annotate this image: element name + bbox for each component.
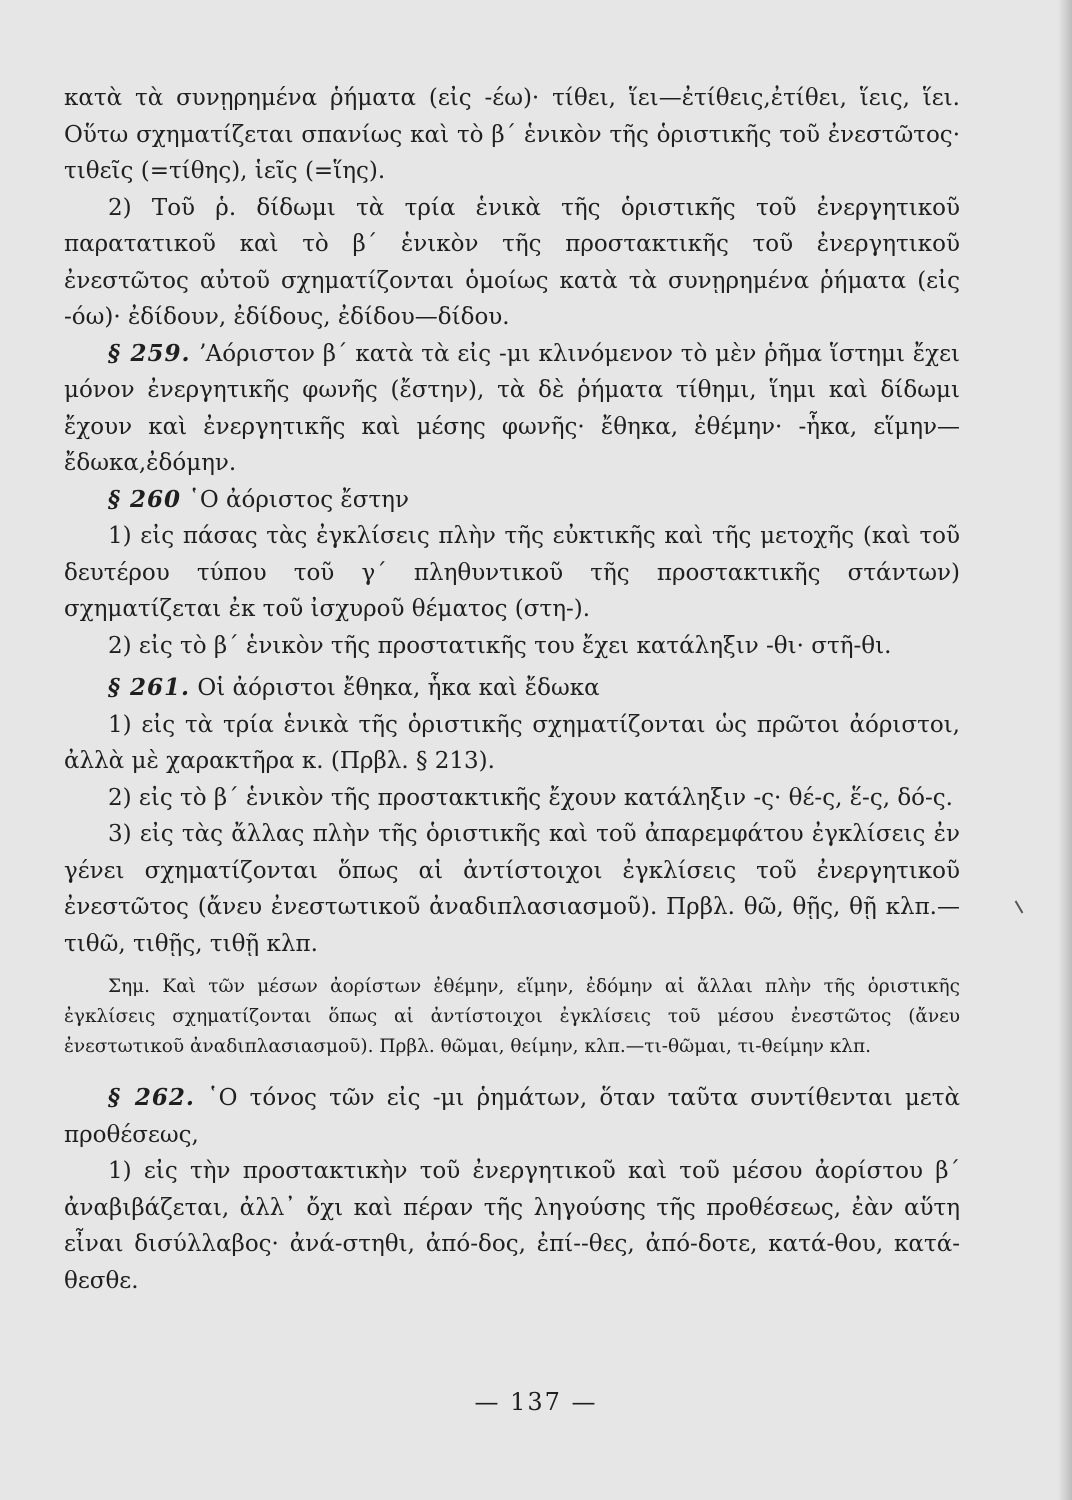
- paragraph-262-1: 1) εἰς τὴν προστακτικὴν τοῦ ἐνεργητικοῦ καὶ τοῦ μέσου ἀορίστου β΄ ἀναβιβάζεται, ἀλλ᾿ ὄχι καὶ πέραν τῆς ληγούσης τῆς προθέσεως, ἐὰν αὕτη εἶναι δισύλλαβος· ἀνά-στηθι, ἀπό-δος, ἐπί--θες, ἀπό-δοτε, κατά-θου, κατά-θεσθε.: [64, 1158, 960, 1294]
- section-number-260: § 260: [108, 485, 182, 513]
- page-number: — 137 —: [474, 1388, 598, 1416]
- paragraph-260-1: 1) εἰς πάσας τὰς ἐγκλίσεις πλὴν τῆς εὐκτικῆς καὶ τῆς μετοχῆς (καὶ τοῦ δευτέρου τύπου τοῦ γ΄ πληθυντικοῦ τῆς προστακτικῆς στάντων) σχηματίζεται ἐκ τοῦ ἰσχυροῦ θέματος (στη-).: [64, 523, 960, 622]
- paragraph-continued: κατὰ τὰ συνῃρημένα ῥήματα (εἰς -έω)· τίθει, ἵει—ἐτίθεις,ἐτίθει, ἵεις, ἵει. Οὕτω σχηματίζεται σπανίως καὶ τὸ β΄ ἑνικὸν τῆς ὁριστικῆς τοῦ ἐνεστῶτος· τιθεῖς (=τίθης), ἱεῖς (=ἵης).: [64, 85, 960, 184]
- paragraph-261-2: 2) εἰς τὸ β΄ ἑνικὸν τῆς προστακτικῆς ἔχουν κατάληξιν -ς· θέ-ς, ἕ-ς, δό-ς.: [108, 784, 953, 811]
- paragraph-259-text: ʼΑόριστον β΄ κατὰ τὰ εἰς -μι κλινόμενον τὸ μὲν ῥῆμα ἵστημι ἔχει μόνον ἐνεργητικῆς φωνῆς (ἔστην), τὰ δὲ ῥήματα τίθημι, ἵημι καὶ δίδωμι ἔχουν καὶ ἐνεργητικῆς καὶ μέσης φωνῆς· ἔθηκα, ἐθέμην· -ἧκα, εἵμην—ἔδωκα,ἐδόμην.: [64, 340, 961, 476]
- heading-260: [64, 482, 960, 519]
- section-number-262: § 262.: [108, 1084, 195, 1111]
- heading-262-text: ῾Ο τόνος τῶν εἰς -μι ῥημάτων, ὅταν ταῦτα συντίθενται μετὰ προθέσεως,: [64, 1085, 960, 1148]
- stray-mark: [1015, 900, 1024, 913]
- paragraph-260-2: 2) εἰς τὸ β΄ ἑνικὸν τῆς προστατικῆς του ἔχει κατάληξιν -θι· στῆ-θι.: [108, 632, 892, 659]
- paragraph-261-3: 3) εἰς τὰς ἄλλας πλὴν τῆς ὁριστικῆς καὶ τοῦ ἀπαρεμφάτου ἐγκλίσεις ἐν γένει σχηματίζονται ὅπως αἱ ἀντίστοιχοι ἐγκλίσεις τοῦ ἐνεργητικοῦ ἐνεστῶτος (ἄνευ ἐνεστωτικοῦ ἀναδιπλασιασμοῦ). Πρβλ. θῶ, θῇς, θῇ κλπ.—τιθῶ, τιθῇς, τιθῇ κλπ.: [64, 821, 960, 957]
- section-number-261: § 261.: [108, 674, 191, 701]
- paragraph-261-1: 1) εἰς τὰ τρία ἑνικὰ τῆς ὁριστικῆς σχηματίζονται ὡς πρῶτοι ἀόριστοι, ἀλλὰ μὲ χαρακτῆρα κ. (Πρβλ. § 213).: [64, 711, 960, 774]
- heading-261-text: Οἱ ἀόριστοι ἔθηκα, ἧκα καὶ ἔδωκα: [197, 675, 600, 701]
- heading-261: [64, 670, 960, 707]
- heading-260-text: ῾Ο ἀόριστος ἔστην: [188, 486, 409, 513]
- paragraph-259: [64, 336, 960, 482]
- paragraph-didomi: 2) Τοῦ ῥ. δίδωμι τὰ τρία ἑνικὰ τῆς ὁριστικῆς τοῦ ἐνεργητικοῦ παρατατικοῦ καὶ τὸ β΄ ἑνικὸν τῆς προστακτικῆς τοῦ ἐνεργητικοῦ ἐνεστῶτος αὐτοῦ σχηματίζονται ὁμοίως κατὰ τὰ συνῃρημένα ῥήματα (εἰς -όω)· ἐδίδουν, ἐδίδους, ἐδίδου—δίδου.: [64, 194, 960, 330]
- heading-262: [64, 1080, 960, 1153]
- note-paragraph: Σημ. Καὶ τῶν μέσων ἀορίστων ἐθέμην, εἵμην, ἐδόμην αἱ ἄλλαι πλὴν τῆς ὁριστικῆς ἐγκλίσεις σχηματίζονται ὅπως αἱ ἀντίστοιχοι ἐγκλίσεις τοῦ μέσου ἐνεστῶτος (ἄνευ ἐνεστωτικοῦ ἀναδιπλασιασμοῦ). Πρβλ. θῶμαι, θείμην, κλπ.—τι-θῶμαι, τι-θείμην κλπ.: [64, 976, 960, 1057]
- section-number-259: § 259.: [108, 339, 191, 367]
